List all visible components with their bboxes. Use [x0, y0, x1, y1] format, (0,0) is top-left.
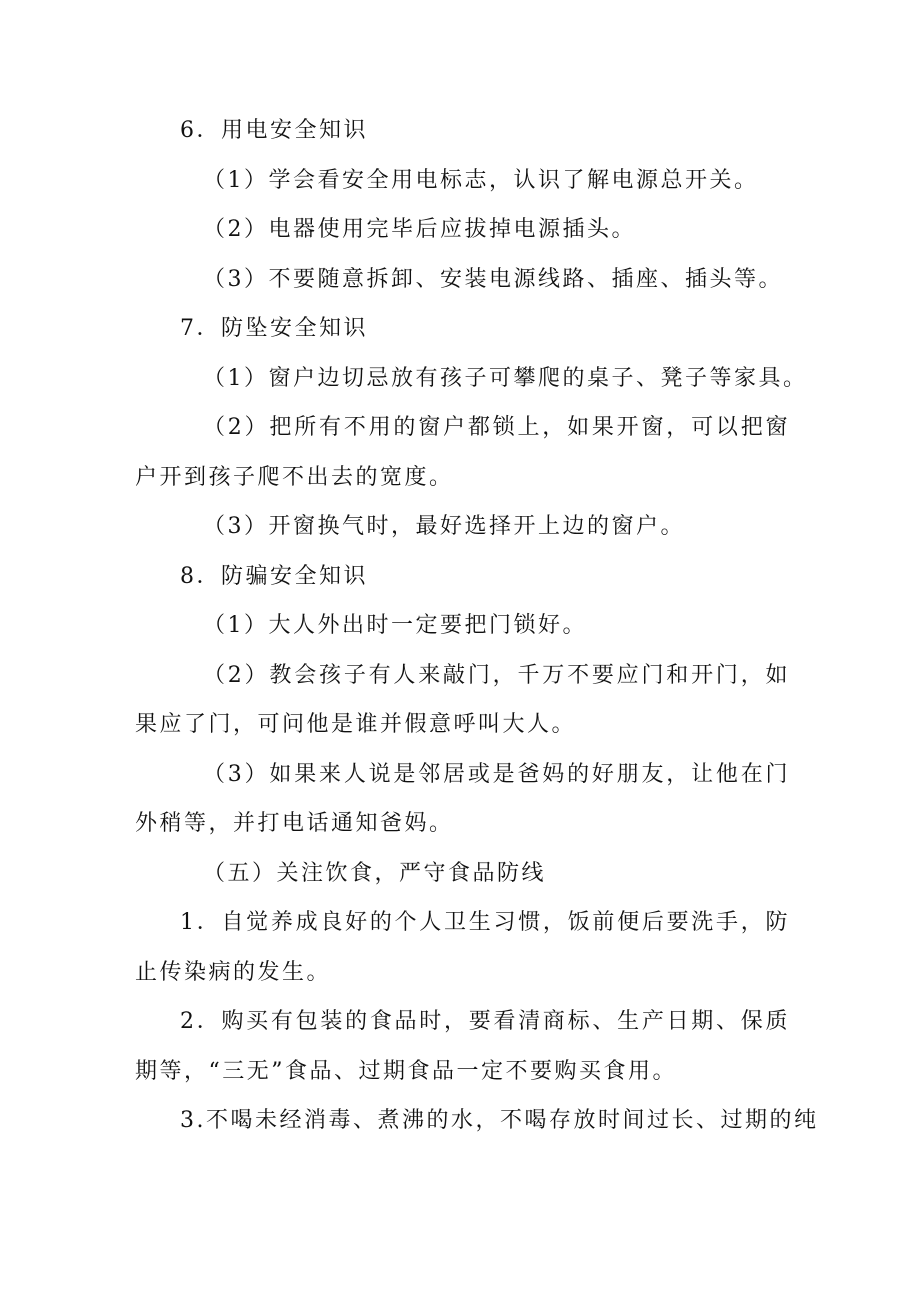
section-heading-anti-fraud: 8．防骗安全知识: [180, 563, 368, 589]
section-heading-electricity: 6．用电安全知识: [180, 118, 368, 143]
electricity-item-2: （2）电器使用完毕后应拔掉电源插头。: [203, 217, 636, 242]
section-heading-food-safety: （五）关注饮食，严守食品防线: [203, 860, 547, 886]
fraud-item-3: （3）如果来人说是邻居或是爸妈的好朋友，让他在门外稍等，并打电话通知爸妈。: [135, 761, 790, 836]
food-item-1: 1．自觉养成良好的个人卫生习惯，饭前便后要洗手，防止传染病的发生。: [135, 910, 790, 985]
fraud-item-1: （1）大人外出时一定要把门锁好。: [203, 613, 587, 638]
electricity-item-1: （1）学会看安全用电标志，认识了解电源总开关。: [203, 167, 759, 193]
food-item-2: 2．购买有包装的食品时，要看清商标、生产日期、保质期等，“三无”食品、过期食品一定不要购买食用。: [135, 1009, 790, 1084]
food-item-3: 3.不喝未经消毒、煮沸的水，不喝存放时间过长、过期的纯: [180, 1108, 819, 1133]
fall-item-1: （1）窗户边切忌放有孩子可攀爬的桌子、凳子等家具。: [203, 365, 808, 391]
fall-item-2: （2）把所有不用的窗户都锁上，如果开窗，可以把窗户开到孩子爬不出去的宽度。: [135, 415, 790, 490]
fraud-item-2: （2）教会孩子有人来敲门，千万不要应门和开门，如果应了门，可问他是谁并假意呼叫大人。: [135, 662, 790, 737]
fall-item-3: （3）开窗换气时，最好选择开上边的窗户。: [203, 514, 685, 539]
electricity-item-3: （3）不要随意拆卸、安装电源线路、插座、插头等。: [203, 266, 783, 292]
document-body: [135, 106, 819, 1146]
section-heading-fall-prevention: 7．防坠安全知识: [180, 316, 368, 341]
